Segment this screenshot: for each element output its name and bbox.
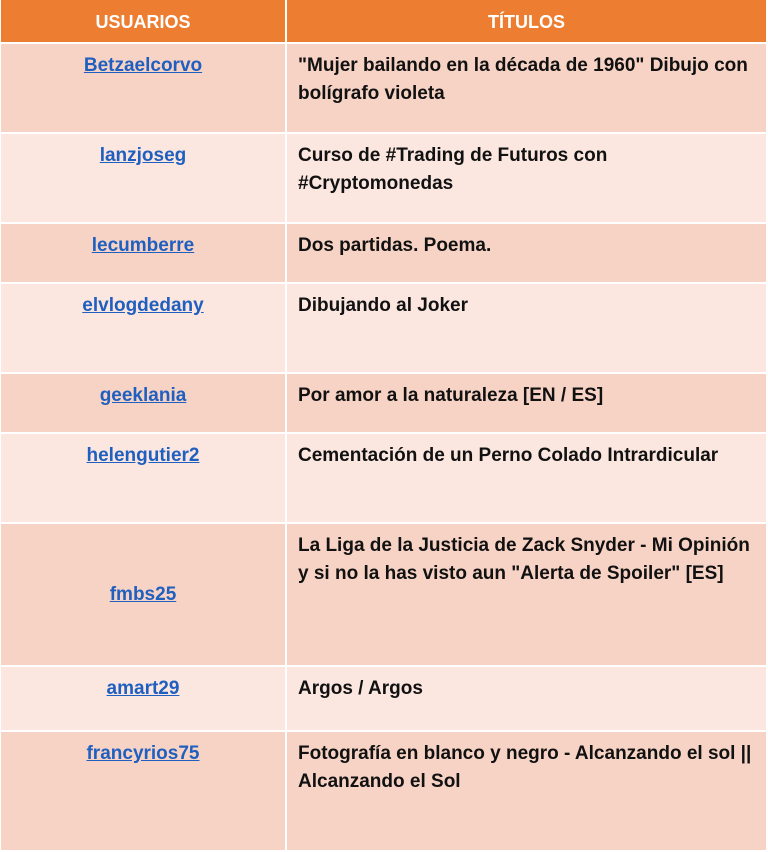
table-row-user-cell	[1, 434, 287, 524]
table-row-title-cell: Fotografía en blanco y negro - Alcanzando el sol || Alcanzando el Sol	[287, 732, 766, 852]
table-row-title-cell: "Mujer bailando en la década de 1960" Dibujo con bolígrafo violeta	[287, 44, 766, 134]
user-link-amart29[interactable]: amart29	[106, 678, 180, 699]
header-titulos: TÍTULOS	[287, 0, 766, 44]
table-row-title-cell: Dibujando al Joker	[287, 284, 766, 374]
table-row-user-cell	[1, 44, 287, 134]
table-row-user-cell	[1, 732, 287, 852]
table-row-user-cell	[1, 224, 287, 284]
user-link-lanzjoseg[interactable]: lanzjoseg	[99, 145, 187, 166]
user-link-geeklania[interactable]: geeklania	[99, 385, 187, 406]
user-link-lecumberre[interactable]: lecumberre	[91, 235, 195, 256]
users-titles-table	[1, 0, 766, 852]
table-row-title-cell: Por amor a la naturaleza [EN / ES]	[287, 374, 766, 434]
user-link-francyrios75[interactable]: francyrios75	[86, 743, 200, 764]
table-row-title-cell: La Liga de la Justicia de Zack Snyder - Mi Opinión y si no la has visto aun "Alerta de Spoiler" [ES]	[287, 524, 766, 667]
table-row-title-cell: Curso de #Trading de Futuros con #Cryptomonedas	[287, 134, 766, 224]
header-usuarios: USUARIOS	[1, 0, 287, 44]
table-row-title-cell: Dos partidas. Poema.	[287, 224, 766, 284]
table-row-user-cell	[1, 667, 287, 732]
table-row-user-cell	[1, 374, 287, 434]
table-row-user-cell	[1, 134, 287, 224]
user-link-elvlogdedany[interactable]: elvlogdedany	[82, 295, 204, 316]
user-link-helengutier2[interactable]: helengutier2	[86, 445, 200, 466]
table-row-title-cell: Argos / Argos	[287, 667, 766, 732]
user-link-betzaelcorvo[interactable]: Betzaelcorvo	[83, 55, 203, 76]
table-row-user-cell	[1, 524, 287, 667]
table-row-title-cell: Cementación de un Perno Colado Intrardicular	[287, 434, 766, 524]
user-link-fmbs25[interactable]: fmbs25	[109, 583, 177, 605]
table-row-user-cell	[1, 284, 287, 374]
